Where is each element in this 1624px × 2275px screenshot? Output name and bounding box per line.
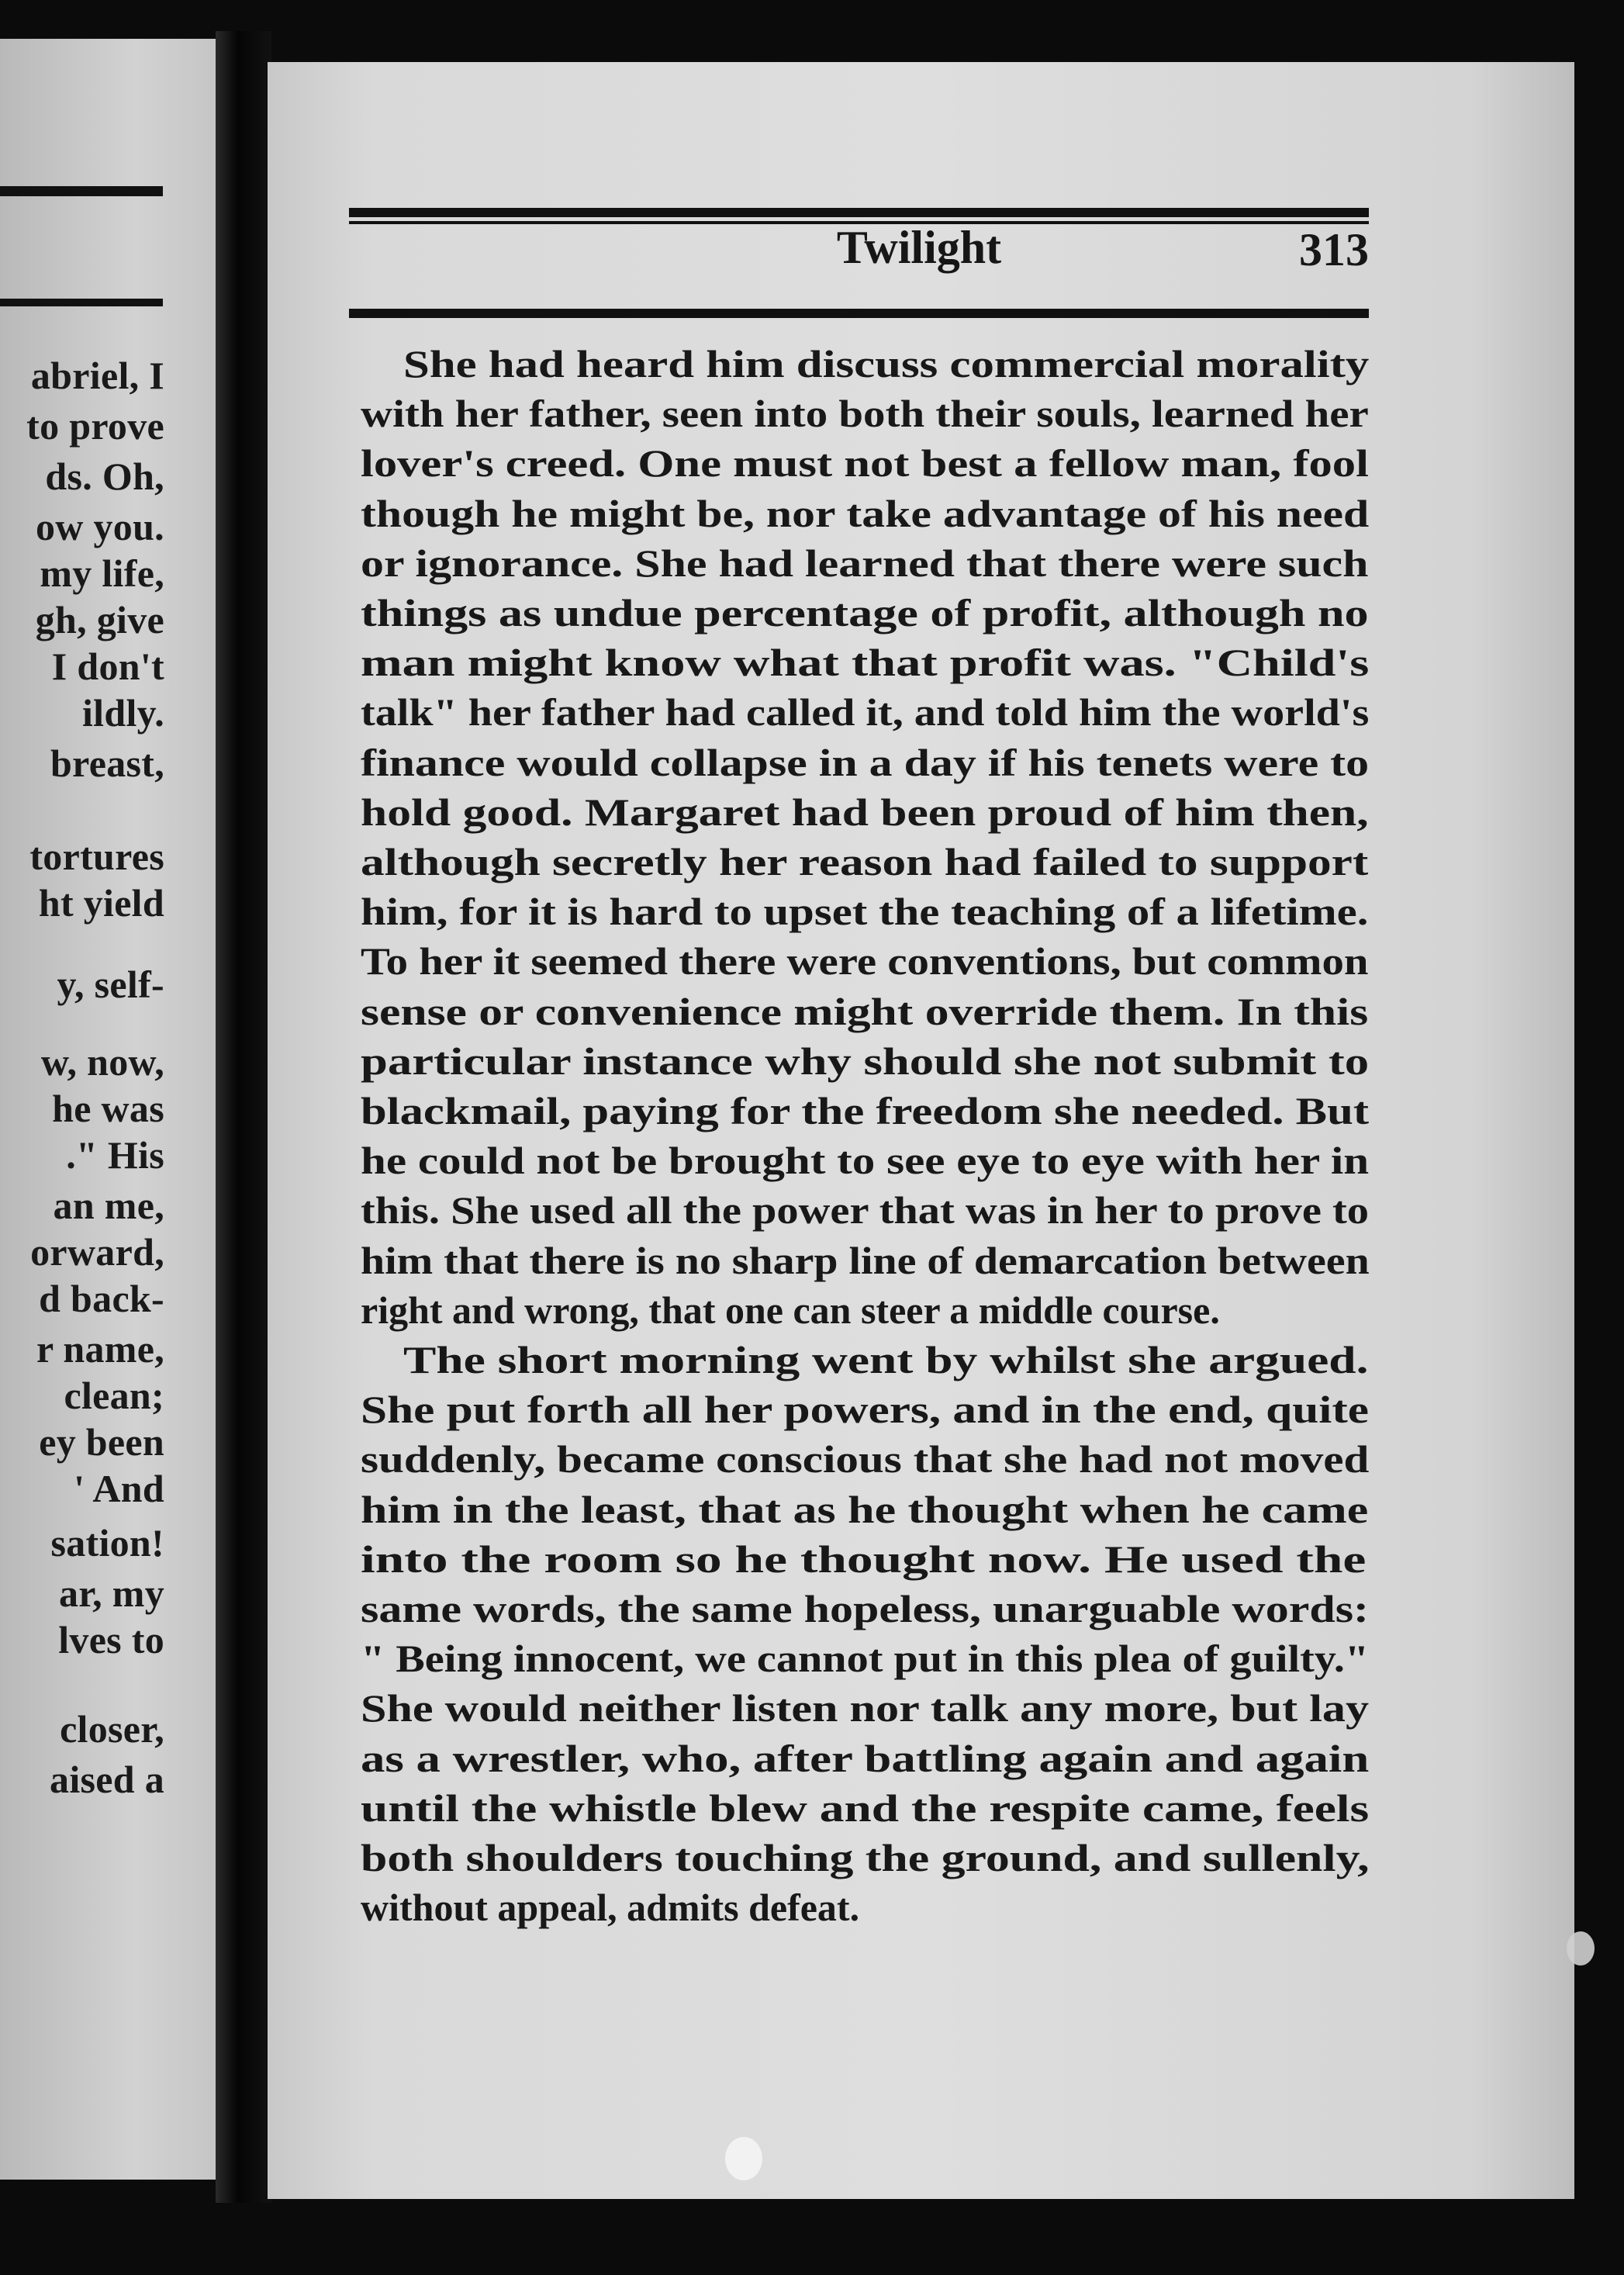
facing-page-fragment [0, 39, 225, 2180]
facing-page-line: d back- [39, 1277, 164, 1320]
facing-page-line: tortures [29, 835, 164, 878]
body-line: or ignorance. She had learned that there were such [361, 541, 1369, 585]
body-line: talk" her father had called it, and told him the world's [361, 690, 1370, 735]
body-line: lover's creed. One must not best a fellow man, fool [361, 441, 1369, 486]
facing-page-line: w, now, [40, 1040, 164, 1084]
body-line: him, for it is hard to upset the teaching of a lifetime. [361, 890, 1369, 934]
book-gutter [216, 31, 271, 2203]
facing-page-line: abriel, I [30, 354, 164, 397]
facing-page-line: y, self- [57, 963, 164, 1006]
body-line: To her it seemed there were conventions, but common [361, 939, 1369, 984]
facing-page-line: sation! [50, 1521, 164, 1564]
body-line: hold good. Margaret had been proud of him then, [361, 790, 1369, 834]
facing-page-line: I don't [51, 645, 164, 688]
edge-blemish [1567, 1931, 1595, 1966]
body-line: right and wrong, that one can steer a middle course. [361, 1288, 1220, 1332]
page-number: 313 [1299, 224, 1369, 275]
facing-page-line: orward, [30, 1230, 164, 1274]
facing-page-line: breast, [50, 742, 164, 785]
facing-page-rule-top [0, 186, 163, 196]
body-line: with her father, seen into both their souls, learned her [361, 392, 1369, 436]
body-line: things as undue percentage of profit, although no [361, 591, 1369, 634]
header-rule-bottom [349, 309, 1369, 318]
facing-page-rule-bottom [0, 299, 163, 306]
paper-blemish [725, 2137, 762, 2180]
facing-page-line: aised a [50, 1758, 164, 1801]
body-line: both shoulders touching the ground, and sullenly, [361, 1836, 1370, 1879]
facing-page-line: r name, [36, 1327, 164, 1371]
body-line: finance would collapse in a day if his tenets were to [361, 740, 1370, 784]
body-line: man might know what that profit was. "Child's [361, 641, 1370, 685]
facing-page-line: ey been [39, 1420, 164, 1464]
facing-page-line: ildly. [81, 691, 164, 735]
facing-page-line: ow you. [35, 505, 164, 548]
body-line: She would neither listen nor talk any more, but lay [361, 1686, 1370, 1730]
facing-page-line: closer, [60, 1707, 164, 1751]
body-line: as a wrestler, who, after battling again and again [361, 1736, 1370, 1780]
body-line: The short morning went by whilst she argued. [403, 1338, 1369, 1381]
book-page [268, 62, 1574, 2199]
body-line: he could not be brought to see eye to eye with her in [361, 1139, 1370, 1183]
facing-page-line: ar, my [58, 1571, 164, 1615]
facing-page-line: an me, [53, 1184, 164, 1227]
body-line: although secretly her reason had failed to support [361, 840, 1369, 883]
body-line: him that there is no sharp line of demarcation between [361, 1238, 1370, 1282]
facing-page-line: to prove [26, 404, 164, 448]
facing-page-line: he was [52, 1087, 164, 1130]
body-line: into the room so he thought now. He used the [361, 1537, 1367, 1581]
facing-page-line: my life, [40, 551, 164, 595]
body-line: She had heard him discuss commercial morality [403, 342, 1370, 386]
body-line: particular instance why should she not submit to [361, 1039, 1370, 1083]
body-line: him in the least, that as he thought when he came [361, 1487, 1369, 1531]
facing-page-line: ds. Oh, [45, 455, 164, 498]
body-line: blackmail, paying for the freedom she needed. But [361, 1089, 1370, 1132]
body-line: until the whistle blew and the respite came, feels [361, 1786, 1370, 1830]
facing-page-line: gh, give [35, 598, 164, 641]
header-rule-top [349, 208, 1369, 217]
body-line: sense or convenience might override them. In this [361, 989, 1369, 1033]
running-head-title: Twilight [836, 222, 1002, 273]
body-line: without appeal, admits defeat. [361, 1886, 860, 1930]
facing-page-line: ' And [74, 1467, 164, 1510]
body-line: same words, the same hopeless, unarguable words: [361, 1587, 1370, 1630]
body-line: suddenly, became conscious that she had not moved [361, 1437, 1370, 1482]
body-line: " Being innocent, we cannot put in this plea of guilty." [361, 1637, 1370, 1681]
facing-page-line: ht yield [38, 881, 164, 925]
facing-page-line: ." His [66, 1133, 164, 1177]
body-line: She put forth all her powers, and in the end, quite [361, 1388, 1369, 1432]
facing-page-line: lves to [58, 1618, 164, 1661]
body-line: this. She used all the power that was in her to prove to [361, 1188, 1370, 1233]
facing-page-line: clean; [64, 1374, 164, 1417]
body-line: though he might be, nor take advantage of his need [361, 491, 1370, 535]
